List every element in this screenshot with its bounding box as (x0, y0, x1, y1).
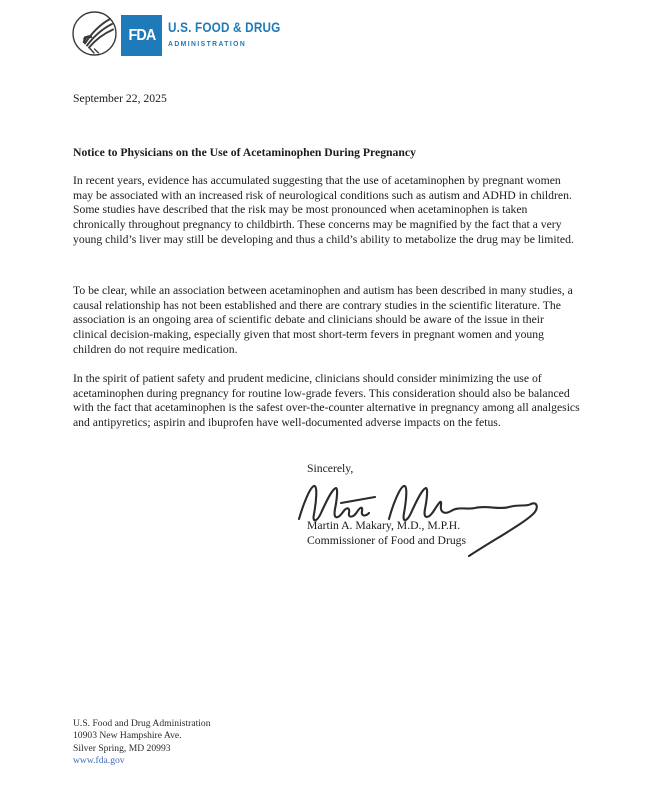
letter-date: September 22, 2025 (73, 92, 167, 105)
footer-street-line: 10903 New Hampshire Ave. (73, 730, 182, 742)
paragraph-2: To be clear, while an association between acetaminophen and autism has been described in many studies, a causal relationship has not been established and there are contrary studies in the scientific literature. The association is an ongoing area of scientific debate and clinicians should be aware of the issue in their clinical decision-making, especially given that most short-term fevers in pregnant women and young children do not require medication. (73, 284, 573, 356)
hhs-eagle-logo-icon (71, 10, 118, 57)
fda-logo-text: FDA (128, 26, 155, 44)
signer-name: Martin A. Makary, M.D., M.P.H. (307, 519, 461, 532)
footer-address-block (73, 718, 211, 768)
paragraph-3: In the spirit of patient safety and prudent medicine, clinicians should consider minimizing the use of acetaminophen during pregnancy for routine low-grade fevers. This consideration should also be balanced with the fact that acetaminophen is the safest over-the-counter alternative in pregnancy among all analgesics and antipyretics; aspirin and ibuprofen have well-documented adverse impacts on the fetus. (73, 372, 580, 430)
letterhead (0, 0, 652, 70)
footer-org-line: U.S. Food and Drug Administration (73, 718, 211, 729)
brand-line-1: U.S. FOOD & DRUG (168, 19, 281, 35)
signer-title: Commissioner of Food and Drugs (307, 534, 467, 547)
fda-logo-square (121, 15, 162, 56)
fda-gov-link[interactable]: www.fda.gov (73, 755, 125, 767)
brand-line-2: ADMINISTRATION (168, 39, 247, 48)
paragraph-1: In recent years, evidence has accumulated suggesting that the use of acetaminophen by pregnant women may be associated with an increased risk of neurological conditions such as autism and ADHD in children. Some studies have described that the risk may be most pronounced when acetaminophen is taken chronically throughout pregnancy to childbirth. These concerns may be magnified by the fact that a very young child’s liver may still be developing and thus a child’s ability to metabolize the drug may be limited. (73, 174, 574, 246)
letter-title: Notice to Physicians on the Use of Acetaminophen During Pregnancy (73, 146, 416, 159)
footer-city-line: Silver Spring, MD 20993 (73, 742, 171, 754)
closing-salutation: Sincerely, (307, 462, 354, 475)
fda-brand-text (168, 19, 302, 48)
